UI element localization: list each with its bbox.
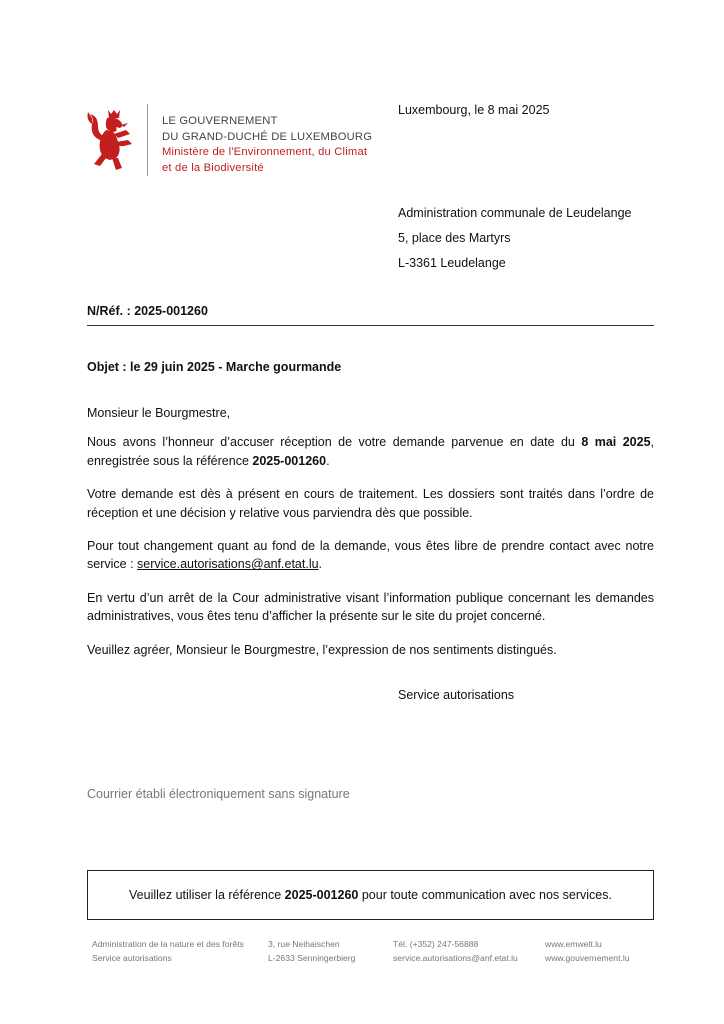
registered-reference: 2025-001260 bbox=[252, 453, 327, 468]
paragraph-1-text-b: , enregistrée sous la référence bbox=[87, 435, 655, 468]
recipient-address bbox=[398, 201, 631, 276]
paragraph-5: Veuillez agréer, Monsieur le Bourgmestre, l’expression de nos sentiments distingués. bbox=[87, 642, 557, 657]
luxembourg-lion-logo-icon bbox=[86, 108, 136, 172]
notice-reference: 2025-001260 bbox=[284, 888, 359, 902]
service-email-link[interactable]: service.autorisations@anf.etat.lu bbox=[137, 557, 319, 572]
paragraph-2: Votre demande est dès à présent en cours de traitement. Les dossiers sont traités dans l’ordre de réception et une décision y relative vous parviendra dès que possible. bbox=[87, 487, 654, 520]
recipient-line-2: 5, place des Martyrs bbox=[398, 231, 511, 245]
letter-date: Luxembourg, le 8 mai 2025 bbox=[398, 103, 550, 117]
footer-email: service.autorisations@anf.etat.lu bbox=[393, 952, 518, 963]
government-line-1: LE GOUVERNEMENT bbox=[162, 115, 278, 127]
salutation: Monsieur le Bourgmestre, bbox=[87, 406, 231, 420]
received-date: 8 mai 2025 bbox=[581, 435, 651, 450]
footer-column-administration bbox=[92, 938, 244, 965]
notice-text-b: pour toute communication avec nos services. bbox=[358, 888, 612, 902]
paragraph-3-text-a: Pour tout changement quant au fond de la demande, vous êtes libre de prendre contact avec notre service : bbox=[87, 539, 654, 572]
footer-admin-name: Administration de la nature et des forêts bbox=[92, 939, 244, 949]
footer-phone: Tél. (+352) 247-56888 bbox=[393, 939, 479, 949]
electronic-note: Courrier établi électroniquement sans signature bbox=[87, 787, 350, 801]
reference-divider bbox=[87, 325, 654, 326]
recipient-line-3: L-3361 Leudelange bbox=[398, 256, 506, 270]
paragraph-3 bbox=[87, 537, 654, 574]
paragraph-1-text-c: . bbox=[326, 453, 330, 468]
recipient-line-1: Administration communale de Leudelange bbox=[398, 206, 632, 220]
paragraph-1 bbox=[87, 433, 654, 470]
government-header bbox=[162, 114, 372, 176]
ministry-line-2: et de la Biodiversité bbox=[162, 161, 264, 174]
footer-website-2: www.gouvernement.lu bbox=[545, 952, 630, 963]
footer-street: 3, rue Neihaischen bbox=[268, 939, 340, 949]
paragraph-1-text-a: Nous avons l’honneur d’accuser réception de votre demande parvenue en date du bbox=[87, 435, 582, 450]
footer-city: L-2633 Senningerbierg bbox=[268, 952, 356, 963]
footer-website-1: www.emwelt.lu bbox=[545, 939, 602, 949]
signature-service: Service autorisations bbox=[398, 688, 515, 702]
subject-line: Objet : le 29 juin 2025 - Marche gourmande bbox=[87, 360, 342, 374]
notice-text bbox=[129, 888, 612, 902]
footer-column-address bbox=[268, 938, 355, 965]
header-divider bbox=[147, 104, 148, 176]
letter-body bbox=[87, 404, 654, 674]
notice-text-a: Veuillez utiliser la référence bbox=[129, 888, 285, 902]
paragraph-4: En vertu d’un arrêt de la Cour administrative visant l’information publique concernant les demandes administratives, vous êtes tenu d’afficher la présente sur le site du projet concerné. bbox=[87, 590, 654, 624]
reference-number: N/Réf. : 2025-001260 bbox=[87, 304, 208, 318]
footer-service-name: Service autorisations bbox=[92, 952, 172, 963]
footer-column-web bbox=[545, 938, 630, 965]
ministry-line-1: Ministère de l'Environnement, du Climat bbox=[162, 146, 368, 158]
reference-notice-box bbox=[87, 870, 654, 920]
government-line-2: DU GRAND-DUCHÉ DE LUXEMBOURG bbox=[162, 130, 373, 143]
footer-column-contact bbox=[393, 938, 518, 965]
paragraph-3-text-b: . bbox=[318, 557, 323, 572]
